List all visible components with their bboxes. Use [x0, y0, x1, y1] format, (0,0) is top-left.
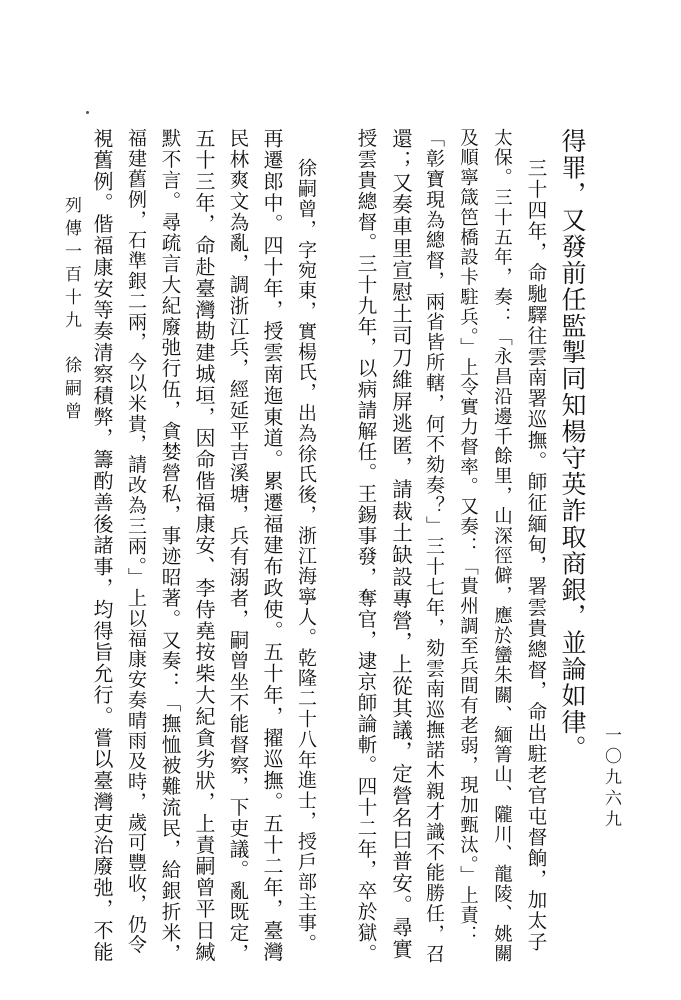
page-number: 一〇九六九: [601, 726, 621, 831]
running-header: [62, 196, 79, 425]
text-column-10: 民林爽文為亂，調浙江兵，經延平吉溪塘，兵有溺者，嗣曾坐不能督察，下吏議。亂既定，: [226, 128, 250, 964]
text-column-3: 太保。三十五年，奏：「永昌沿邊千餘里，山深徑僻，應於蠻朱關、緬箐山、隴川、龍陵、姚關: [491, 128, 513, 964]
text-column-9: 再遷郎中。四十年，授雲南迤東道。累遷福建布政使。五十年，擢巡撫。五十二年，臺灣: [260, 128, 284, 963]
print-speck: [86, 111, 89, 114]
text-column-13: 福建舊例，石準銀二兩，今以米貴，請改為三兩。」上以福康安奏晴雨及時，歲可豐收，仍令: [125, 128, 147, 955]
text-column-7: 授雲貴總督。三十九年，以病請解任。王錫事發，奪官，逮京師論斬。四十二年，卒於獄。: [354, 128, 378, 964]
text-column-6: 還；又奏車里宣慰土司刀維屏逃匿，請裁土缺設專營，上從其議，定營名曰普安。尋實: [388, 128, 413, 961]
text-column-11: 五十三年，命赴臺灣勘建城垣，因命偕福康安、李侍堯按柴大紀貪劣狀，上責嗣曾平日緘: [192, 128, 216, 963]
text-column-14: 視舊例。偕福康安等奏清察積弊，籌酌善後諸事，均得旨允行。嘗以臺灣吏治廢弛，不能: [90, 128, 114, 963]
text-column-2: 三十四年，命馳驛往雲南署巡撫。師征緬甸，署雲貴總督，命出駐老官屯督餉，加太子: [524, 158, 548, 953]
text-column-4: 及順寧箴笆橋設卡駐兵。」上令實力督率。又奏：「貴州調至兵間有老弱，現加甄汰。」上責：: [457, 128, 479, 946]
text-column-5: 「彰寶現為總督，兩省皆所轄，何不劾奏？」三十七年，劾雲南巡撫諾木親才識不能勝任，召: [423, 128, 445, 965]
biography-name: 徐嗣曾: [61, 356, 81, 425]
chapter-title: 列傳一百十九: [61, 196, 81, 334]
text-column-1: 得罪，又發前任監掣同知楊守英詐取商銀，並論如律。: [558, 128, 587, 762]
text-column-8: 徐嗣曾，字宛東，實楊氏，出為徐氏後，浙江海寧人。乾隆二十八年進士，授戶部主事。: [295, 158, 317, 954]
text-column-12: 默不言。尋疏言大紀廢弛行伍，貪婪營私，事迹昭著。又奏：「撫恤被難流民，給銀折米，: [158, 128, 182, 964]
